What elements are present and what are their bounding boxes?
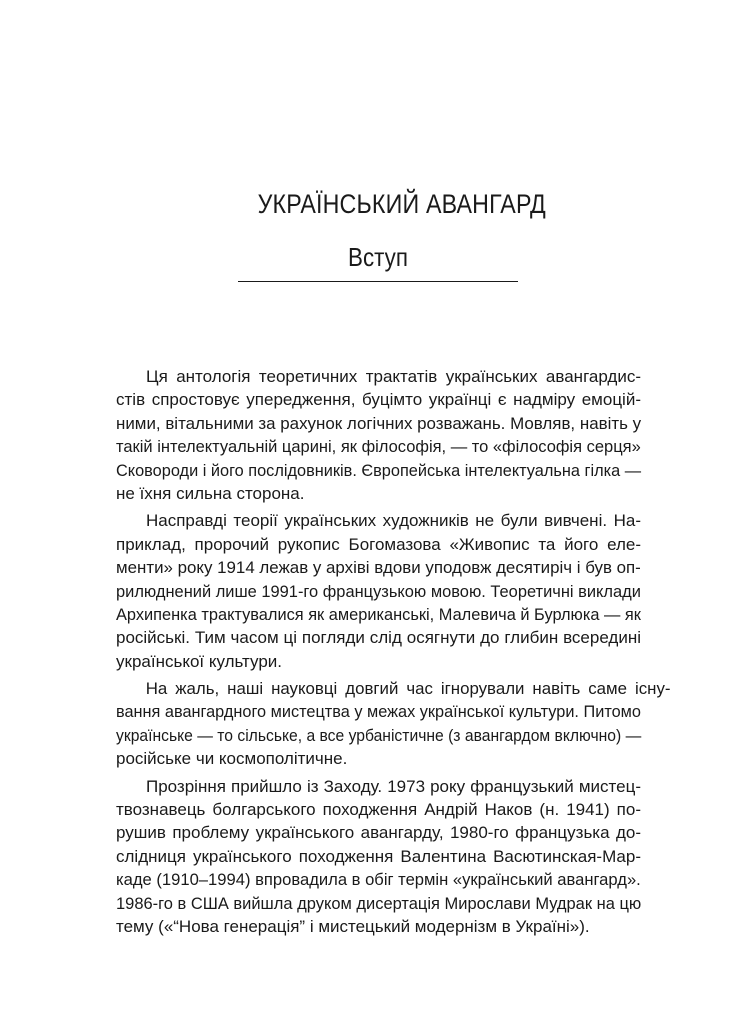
- text-line: російське чи космополітичне.: [116, 749, 348, 769]
- text-line: такій інтелектуальній царині, як філософія, — то «філософія серця»: [116, 437, 641, 457]
- paragraph-3: [116, 677, 671, 771]
- paragraph-4: [116, 775, 641, 939]
- text-line: Насправді теорії українських художників не були вивчені. На-: [146, 511, 641, 531]
- text-line: На жаль, наші науковці довгий час ігнорували навіть саме існу-: [145, 679, 671, 699]
- text-line: тему («“Нова генерація” і мистецький модернізм в Україні»).: [116, 916, 590, 936]
- text-line: Сковороди і його послідовників. Європейська інтелектуальна гілка —: [116, 460, 642, 480]
- text-line: каде (1910–1994) впровадила в обіг термін «український авангард».: [116, 870, 641, 890]
- text-line: українське — то сільське, а все урбаністичне (з авангардом включно) —: [116, 725, 642, 745]
- title-underline: [238, 281, 518, 282]
- text-line: приклад, пророчий рукопис Богомазова «Живопис та його еле-: [116, 534, 641, 554]
- text-line: твознавець болгарського походження Андрій Наков (н. 1941) по-: [116, 800, 641, 820]
- text-line: російські. Тим часом ці погляди слід осягнути до глибин всередині: [116, 628, 641, 648]
- text-line: слідниця українського походження Валентина Васютинская-Мар-: [116, 846, 641, 866]
- text-line: менти» року 1914 лежав у архіві вдови уподовж десятиріч і був оп-: [116, 558, 641, 578]
- text-line: стів спростовує упередження, буцімто українці є надміру емоцій-: [116, 390, 641, 410]
- text-line: Ця антологія теоретичних трактатів українських авангардис-: [146, 367, 641, 386]
- text-line: Архипенка трактувалися як американські, Малевича й Бурлюка — як: [116, 604, 641, 624]
- page-title: УКРАЇНСЬКИЙ АВАНГАРД: [257, 189, 546, 219]
- text-line: вання авангардного мистецтва у межах української культури. Питомо: [116, 702, 641, 722]
- text-line: рилюднений лише 1991-го французькою мовою. Теоретичні виклади: [116, 581, 641, 601]
- text-line: Прозріння прийшло із Заходу. 1973 року французький мистец-: [146, 776, 641, 796]
- text-line: ними, вітальними за рахунок логічних розважань. Мовляв, навіть у: [116, 413, 642, 433]
- text-line: 1986-го в США вийшла друком дисертація Мирослави Мудрак на цю: [116, 893, 642, 913]
- heading-block: [238, 186, 546, 274]
- paragraph-1: [116, 365, 641, 505]
- paragraph-2: [116, 509, 641, 673]
- text-line: рушив проблему українського авангарду, 1980-го французька до-: [116, 823, 641, 843]
- text-line: не їхня сильна сторона.: [116, 483, 305, 503]
- body-text: [116, 365, 671, 938]
- text-line: української культури.: [116, 651, 283, 671]
- section-subtitle: Вступ: [348, 242, 408, 272]
